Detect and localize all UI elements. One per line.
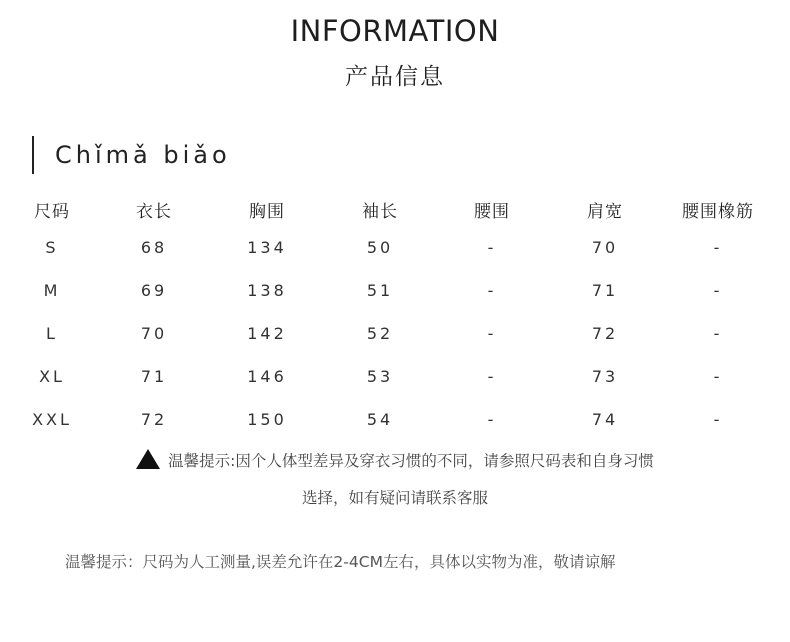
cell-waist: -	[487, 324, 497, 343]
cell-size: XL	[39, 367, 65, 386]
cell-shoulder: 72	[591, 324, 619, 343]
cell-chest: 134	[247, 238, 287, 257]
tip-line-2: 选择，如有疑问请联系客服	[301, 489, 488, 507]
cell-waist: -	[487, 367, 497, 386]
tip-line-1	[0, 449, 790, 471]
header-sleeve: 袖长	[362, 202, 398, 222]
cell-waist: -	[487, 281, 497, 300]
tip-text-1: 温馨提示:因个人体型差异及穿衣习惯的不同，请参照尺码表和自身习惯	[168, 452, 654, 470]
section-divider	[32, 136, 34, 174]
header-shoulder: 肩宽	[587, 202, 623, 222]
cell-sleeve: 52	[366, 324, 394, 343]
header-chest: 胸围	[249, 202, 285, 222]
cell-shoulder: 73	[591, 367, 619, 386]
cell-length: 71	[140, 367, 168, 386]
header-waist: 腰围	[474, 202, 510, 222]
header-length: 衣长	[136, 202, 172, 222]
page-subtitle: 产品信息	[345, 64, 445, 90]
page-title: INFORMATION	[290, 14, 500, 48]
cell-waist-elastic: -	[713, 367, 723, 386]
cell-length: 69	[140, 281, 168, 300]
cell-shoulder: 71	[591, 281, 619, 300]
cell-sleeve: 50	[366, 238, 394, 257]
cell-waist-elastic: -	[713, 410, 723, 429]
warning-triangle-icon	[136, 449, 160, 469]
cell-sleeve: 53	[366, 367, 394, 386]
cell-length: 70	[140, 324, 168, 343]
cell-chest: 138	[247, 281, 287, 300]
cell-size: S	[45, 238, 59, 257]
cell-chest: 142	[247, 324, 287, 343]
footer-note: 温馨提示：尺码为人工测量,误差允许在2-4CM左右，具体以实物为准，敬请谅解	[65, 553, 616, 571]
cell-waist: -	[487, 238, 497, 257]
cell-length: 72	[140, 410, 168, 429]
cell-waist-elastic: -	[713, 324, 723, 343]
header-waist-elastic: 腰围橡筋	[682, 202, 754, 222]
cell-sleeve: 54	[366, 410, 394, 429]
cell-chest: 150	[247, 410, 287, 429]
cell-size: XXL	[32, 410, 72, 429]
header-size: 尺码	[34, 202, 70, 222]
cell-sleeve: 51	[366, 281, 394, 300]
cell-shoulder: 70	[591, 238, 619, 257]
cell-chest: 146	[247, 367, 287, 386]
cell-waist-elastic: -	[713, 238, 723, 257]
cell-size: M	[43, 281, 61, 300]
cell-shoulder: 74	[591, 410, 619, 429]
cell-length: 68	[140, 238, 168, 257]
cell-waist-elastic: -	[713, 281, 723, 300]
cell-size: L	[46, 324, 58, 343]
section-title: Chǐmǎ biǎo	[55, 141, 231, 169]
cell-waist: -	[487, 410, 497, 429]
